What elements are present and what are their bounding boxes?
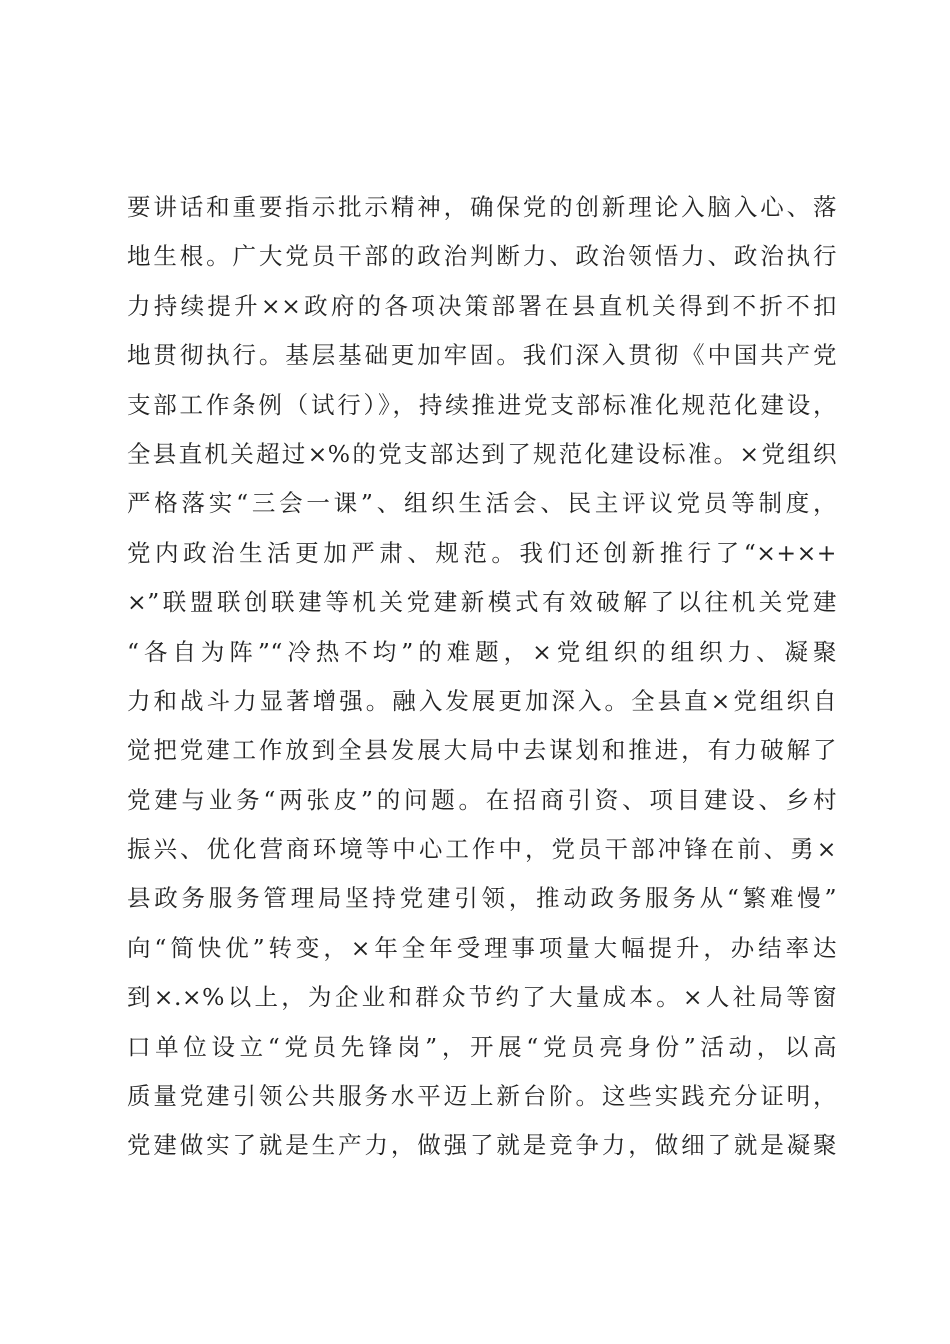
- text-line: 要讲话和重要指示批示精神，确保党的创新理论入脑入心、落: [127, 193, 837, 221]
- text-line: 支部工作条例（试行）》，持续推进党支部标准化规范化建设，: [127, 390, 837, 419]
- text-line: 力持续提升××政府的各项决策部署在县直机关得到不折不扣: [127, 291, 837, 320]
- text-line: 县政务服务管理局坚持党建引领，推动政务服务从“繁难慢”: [127, 884, 837, 913]
- text-line: 振兴、优化营商环境等中心工作中，党员干部冲锋在前、勇×: [127, 835, 837, 864]
- text-line: 党内政治生活更加严肃、规范。我们还创新推行了“×+×+: [127, 538, 837, 567]
- text-line: 党建做实了就是生产力，做强了就是竞争力，做细了就是凝聚: [127, 1131, 837, 1160]
- text-line: 党建与业务“两张皮”的问题。在招商引资、项目建设、乡村: [127, 785, 837, 814]
- text-line: 向“简快优”转变，×年全年受理事项量大幅提升，办结率达: [127, 933, 837, 962]
- text-line: ×”联盟联创联建等机关党建新模式有效破解了以往机关党建: [127, 588, 837, 617]
- text-line: 地生根。广大党员干部的政治判断力、政治领悟力、政治执行: [127, 242, 837, 271]
- text-line: 质量党建引领公共服务水平迈上新台阶。这些实践充分证明，: [127, 1082, 837, 1111]
- text-line: 地贯彻执行。基层基础更加牢固。我们深入贯彻《中国共产党: [127, 341, 837, 370]
- text-line: 力和战斗力显著增强。融入发展更加深入。全县直×党组织自: [127, 686, 837, 715]
- text-line: 全县直机关超过×%的党支部达到了规范化建设标准。×党组织: [127, 439, 837, 468]
- text-line: 口单位设立“党员先锋岗”，开展“党员亮身份”活动，以高: [127, 1032, 837, 1061]
- text-line: 严格落实“三会一课”、组织生活会、民主评议党员等制度，: [127, 489, 837, 518]
- text-line: 到×.×%以上，为企业和群众节约了大量成本。×人社局等窗: [127, 983, 837, 1012]
- text-line: 觉把党建工作放到全县发展大局中去谋划和推进，有力破解了: [127, 736, 837, 765]
- text-line: “各自为阵”“冷热不均”的难题，×党组织的组织力、凝聚: [127, 637, 837, 666]
- body-text: [127, 183, 837, 1171]
